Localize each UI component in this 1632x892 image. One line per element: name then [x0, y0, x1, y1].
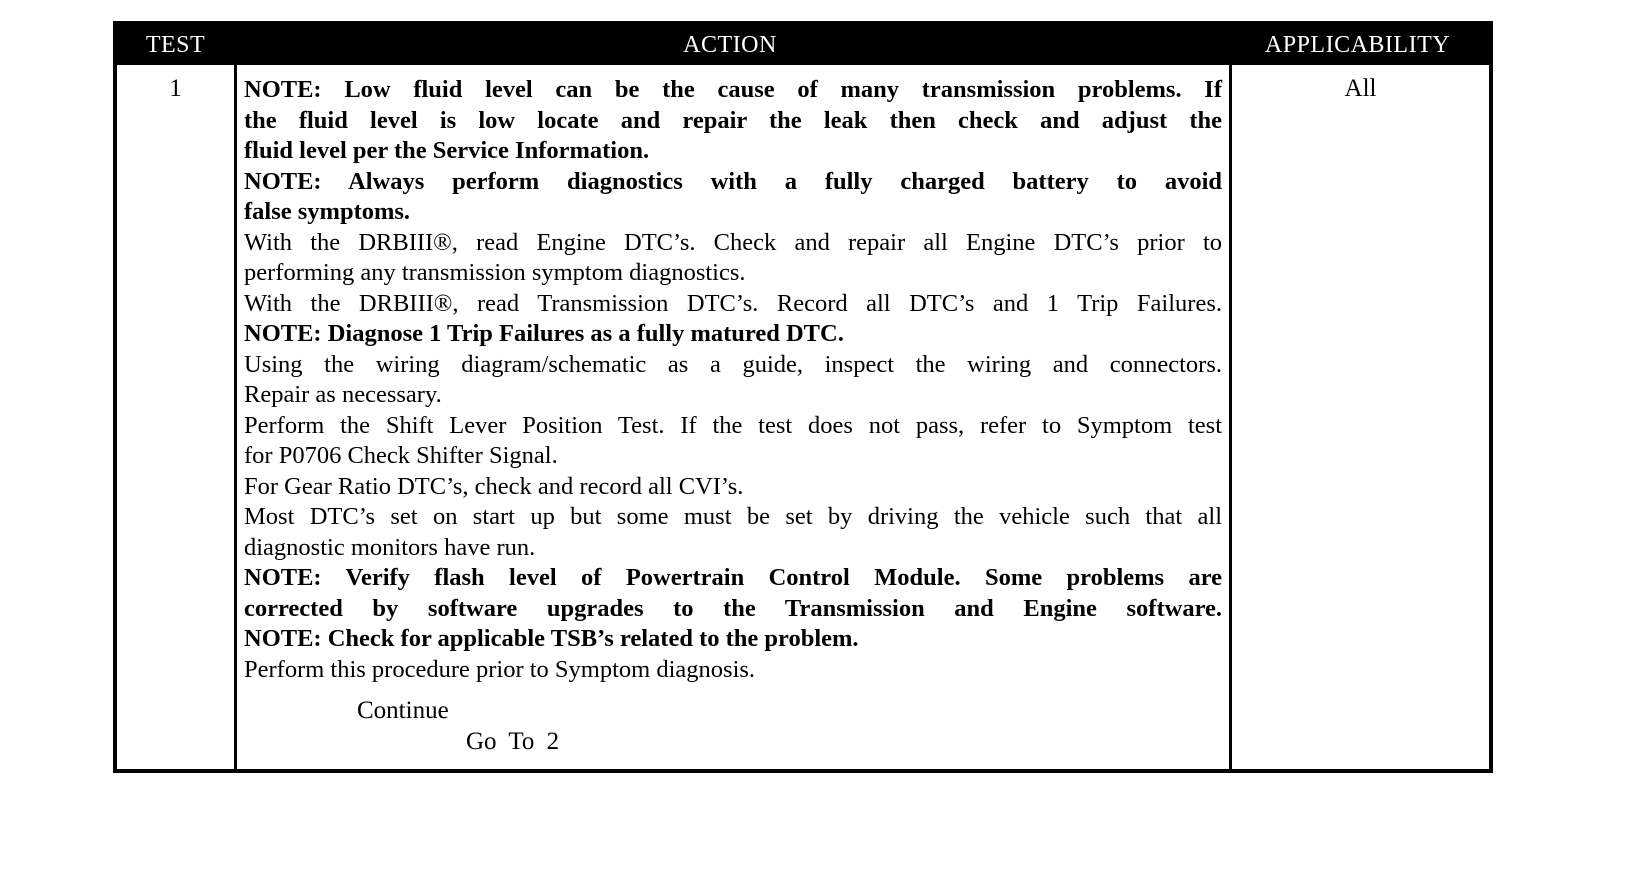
action-line: performing any transmission symptom diagnostics. [244, 259, 746, 286]
action-line: Using the wiring diagram/schematic as a guide, inspect the wiring and connectors. [244, 350, 1222, 378]
action-text [244, 75, 1222, 685]
action-line: diagnostic monitors have run. [244, 533, 536, 561]
action-line: the fluid level is low locate and repair the leak then check and adjust the [244, 106, 1222, 134]
action-line: Perform this procedure prior to Symptom diagnosis. [244, 655, 756, 683]
action-line: for P0706 Check Shifter Signal. [244, 442, 558, 469]
action-line: NOTE: Verify flash level of Powertrain Control Module. Some problems are [244, 564, 1222, 591]
applicability-value: All [1344, 75, 1377, 102]
action-line: For Gear Ratio DTC’s, check and record all CVI’s. [244, 472, 744, 500]
action-line: false symptoms. [244, 198, 411, 225]
action-line: With the DRBIII®, read Transmission DTC’s. Record all DTC’s and 1 Trip Failures. [244, 289, 1222, 317]
goto-step-link[interactable]: Go To 2 [466, 728, 560, 755]
action-line: corrected by software upgrades to the Transmission and Engine software. [244, 594, 1222, 622]
action-line: NOTE: Low fluid level can be the cause of many transmission problems. If [244, 76, 1222, 103]
test-number: 1 [169, 75, 182, 102]
action-line: Repair as necessary. [244, 381, 442, 408]
action-line: With the DRBIII®, read Engine DTC’s. Check and repair all Engine DTC’s prior to [244, 228, 1222, 256]
action-line: NOTE: Always perform diagnostics with a fully charged battery to avoid [244, 167, 1222, 195]
table-header-row [117, 25, 1489, 65]
header-applicability: APPLICABILITY [1264, 32, 1451, 58]
action-line: Perform the Shift Lever Position Test. If the test does not pass, refer to Symptom test [244, 411, 1222, 439]
header-test: TEST [145, 32, 206, 58]
column-divider-action-applicability [1229, 65, 1232, 769]
action-line: NOTE: Check for applicable TSB’s related to the problem. [244, 625, 859, 652]
action-line: Most DTC’s set on start up but some must be set by driving the vehicle such that all [244, 503, 1222, 530]
action-line: NOTE: Diagnose 1 Trip Failures as a fully matured DTC. [244, 320, 844, 347]
action-line: fluid level per the Service Information. [244, 137, 650, 164]
result-continue-label: Continue [357, 697, 449, 724]
diagnostic-test-table [113, 21, 1493, 773]
column-divider-test-action [234, 65, 237, 769]
header-action: ACTION [683, 32, 777, 58]
